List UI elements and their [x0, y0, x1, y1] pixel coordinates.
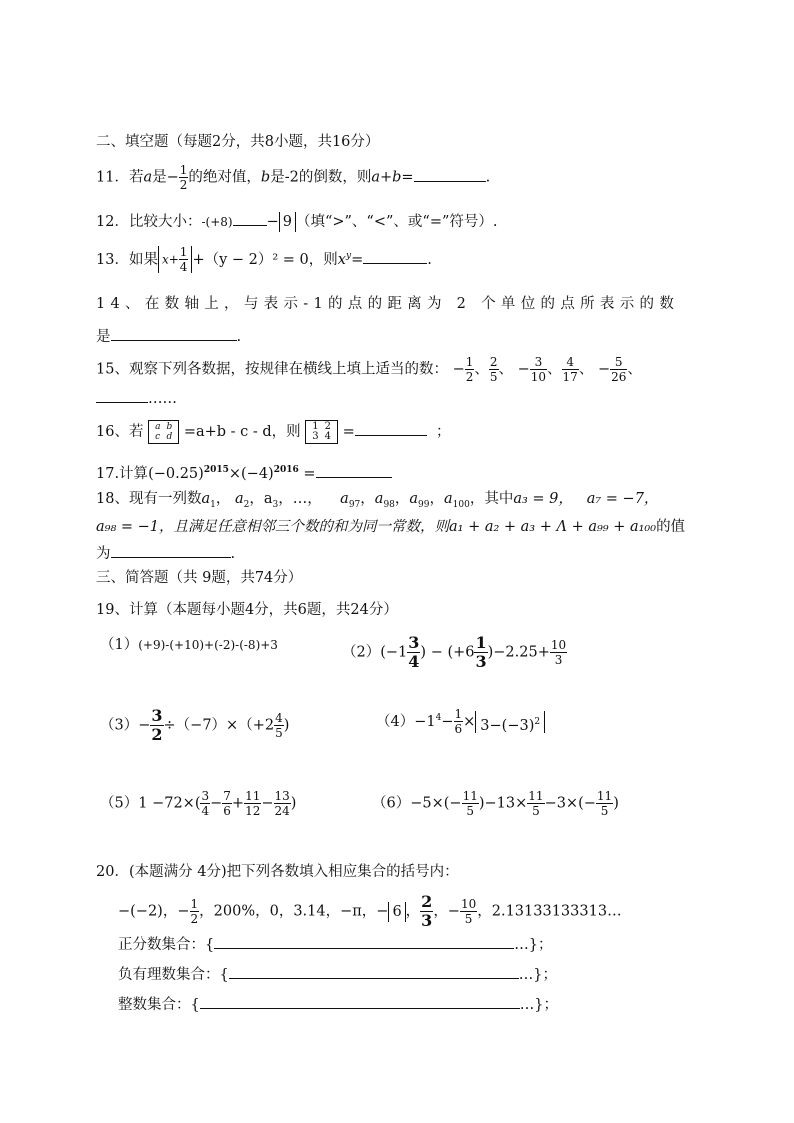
expression: 1 −72×( — [138, 795, 201, 812]
question-12 — [96, 211, 498, 232]
question-17 — [96, 460, 392, 484]
denominator: 5 — [600, 804, 609, 818]
fraction — [244, 790, 261, 817]
q14-text: 是 — [96, 329, 111, 345]
q11-var-b: b — [260, 169, 271, 186]
separator: 、 — [498, 361, 513, 378]
cell: 1 — [312, 421, 319, 432]
question-15 — [96, 356, 642, 383]
operator: − — [261, 795, 274, 812]
exponent: 4 — [435, 713, 442, 723]
q18-text: ，其中 — [469, 491, 514, 507]
q12-text: 12．比较大小： — [96, 214, 202, 230]
q17-base: (−0.25) — [148, 465, 204, 482]
q11-text: 是 — [152, 169, 167, 186]
question-15-line2 — [96, 388, 177, 409]
q11-fraction — [179, 164, 189, 191]
q11-equals: = — [401, 169, 414, 186]
separator: 、 — [474, 361, 489, 378]
denominator: 3 — [554, 653, 563, 667]
denominator: 26 — [611, 370, 627, 384]
numerator: 1 — [179, 245, 188, 260]
q16-matrix-def — [148, 420, 179, 444]
q13-plus: + — [168, 252, 179, 267]
denominator: 6 — [223, 804, 231, 818]
q12-minus: − — [266, 214, 279, 230]
numbers-text: ，2.13133133313… — [477, 903, 622, 920]
fraction — [274, 712, 284, 739]
q13-equals: = — [351, 251, 364, 268]
denominator: 5 — [489, 370, 498, 384]
part-label: （2） — [342, 644, 381, 661]
section2-title: 二、填空题（每题2分，共8小题，共16分） — [96, 134, 380, 150]
q13-absolute-value — [158, 246, 192, 273]
expression: 3−(−3) — [480, 717, 535, 734]
numerator: 1 — [179, 163, 188, 177]
denominator: 10 — [530, 370, 547, 384]
answer-blank[interactable] — [363, 249, 427, 264]
fraction — [454, 708, 464, 735]
q13-text: 13．如果 — [96, 251, 158, 268]
numerator: 2 — [489, 355, 498, 369]
q12-expr: -(+8) — [201, 215, 233, 229]
q17-text: 17.计算 — [96, 465, 149, 482]
numerator: 10 — [550, 638, 567, 652]
fraction — [274, 790, 291, 817]
q15-term-1 — [465, 356, 475, 383]
separator: 、 — [547, 361, 562, 378]
absolute-value: 6 — [388, 902, 405, 922]
set-negative-rationals — [118, 964, 557, 985]
part-label: （5） — [100, 795, 139, 812]
exponent: 2 — [534, 716, 541, 727]
q13-var-x: x — [337, 251, 346, 268]
q17-equals: = — [303, 465, 316, 482]
denominator: 5 — [466, 804, 475, 818]
q11-var-a: a — [143, 169, 153, 186]
set-label: 负有理数集合：{ — [118, 967, 229, 983]
minus-sign: − — [441, 713, 454, 730]
q11-expr: a+b — [371, 169, 402, 186]
answer-blank[interactable] — [316, 463, 392, 478]
minus-sign: − — [138, 717, 151, 734]
expression: (+9)-(+10)+(-2)-(-8)+3 — [138, 638, 278, 652]
fraction — [200, 790, 210, 817]
question-18-line3 — [96, 543, 235, 564]
fraction — [190, 898, 200, 925]
cell: c — [155, 432, 161, 442]
question-14-line1: 14、在数轴上，与表示-1的点的距离为 2 个单位的点所表示的数 — [96, 296, 680, 312]
cell: 2 — [324, 421, 332, 432]
q18-given: a₃ = 9， — [513, 491, 573, 507]
set-close: …}； — [514, 937, 553, 953]
answer-blank[interactable] — [96, 388, 148, 403]
numerator: 1 — [454, 707, 463, 722]
times-sign: × — [463, 713, 476, 730]
numerator: 11 — [245, 789, 261, 803]
expression: (−1 — [380, 644, 408, 661]
q11-text: 的绝对值， — [188, 169, 261, 186]
cell: 3 — [312, 431, 319, 442]
q17-exponent: 2015 — [203, 465, 229, 475]
part-label: （1） — [100, 637, 139, 653]
q18-text: 的值 — [656, 519, 686, 535]
set-integers — [118, 994, 558, 1015]
operator: + — [231, 795, 245, 812]
numbers-text: ，200%，0，3.14，−π，− — [199, 903, 389, 920]
numbers-text: −(−2)，− — [118, 903, 190, 920]
set-close: …}； — [519, 997, 558, 1013]
q12-absolute-value: 9 — [279, 212, 296, 232]
q20-numbers — [118, 894, 622, 929]
q19-part-6 — [372, 790, 619, 817]
q15-term-2 — [489, 356, 499, 383]
expression: )−2.25+ — [487, 644, 550, 661]
section3-title: 三、简答题（共 9题，共74分） — [96, 570, 303, 586]
expression: −1 — [414, 713, 436, 730]
separator: 、 — [627, 361, 642, 378]
cell: b — [166, 422, 173, 432]
expression: ) — [290, 795, 297, 812]
fraction — [420, 894, 433, 929]
question-19-title: 19、计算（本题每小题4分，共6题，共24分） — [96, 602, 398, 618]
answer-blank[interactable] — [355, 421, 427, 436]
question-14-line2 — [96, 326, 241, 347]
numerator: 11 — [528, 789, 544, 803]
q15-term-5 — [610, 356, 627, 383]
q19-part-2 — [342, 635, 567, 670]
set-close: …}； — [518, 967, 557, 983]
denominator: 12 — [245, 804, 261, 818]
answer-blank[interactable] — [200, 994, 520, 1009]
fraction — [550, 639, 567, 666]
numerator: 7 — [223, 789, 231, 803]
q15-term-4 — [562, 356, 579, 383]
q19-part-4 — [376, 708, 545, 735]
q19-part-3 — [100, 708, 289, 743]
denominator: 2 — [190, 912, 199, 926]
fraction — [222, 790, 232, 817]
set-label: 正分数集合：{ — [118, 937, 215, 953]
q18-sum: a₁ + a₂ + a₃ + Λ + a₉₉ + a₁₀₀ — [449, 519, 657, 535]
q11-text: 11．若 — [96, 169, 144, 186]
minus-sign: − — [597, 361, 611, 378]
q13-fraction — [179, 246, 189, 273]
minus-sign: − — [452, 361, 465, 378]
denominator: 5 — [275, 726, 283, 740]
numerator: 1 — [190, 897, 199, 911]
q11-minus: − — [166, 169, 179, 186]
set-positive-fractions — [118, 934, 552, 955]
q16-text: =a+b - c - d，则 — [183, 424, 301, 440]
q15-text: 15、观察下列各数据，按规律在横线上填上适当的数： — [96, 361, 448, 378]
answer-blank[interactable] — [233, 211, 267, 226]
numerator: 13 — [274, 789, 290, 803]
cell: 4 — [324, 431, 332, 442]
q16-text: 16、若 — [96, 424, 144, 440]
numerator: 11 — [462, 789, 478, 803]
q13-var-x: x — [161, 252, 169, 267]
q15-term-3 — [530, 356, 547, 383]
q11-period: . — [485, 169, 491, 186]
denominator: 6 — [454, 722, 463, 737]
q18-text: 为 — [96, 546, 111, 562]
part-label: （6） — [372, 795, 411, 812]
numerator: 3 — [408, 633, 420, 652]
question-16 — [96, 420, 451, 444]
q12-instruction: （填“>”、“<”、或“=”符号）. — [295, 214, 498, 230]
q11-text: 是-2的倒数，则 — [270, 169, 372, 186]
answer-blank[interactable] — [229, 964, 519, 979]
question-11 — [96, 164, 490, 191]
fraction — [150, 708, 163, 743]
q18-given: a₇ = −7， — [586, 491, 659, 507]
denominator: 2 — [179, 178, 188, 192]
numerator: 5 — [610, 356, 627, 370]
numerator: 4 — [562, 356, 579, 370]
answer-blank[interactable] — [414, 167, 486, 182]
answer-blank[interactable] — [111, 543, 231, 558]
expression: −5×(− — [410, 795, 462, 812]
numerator: 4 — [275, 711, 283, 725]
fraction — [460, 898, 477, 925]
denominator: 5 — [532, 804, 540, 818]
denominator: 3 — [421, 911, 433, 930]
numerator: 1 — [475, 633, 487, 652]
separator: ， — [405, 903, 421, 920]
q17-base: ×(−4) — [228, 465, 274, 482]
answer-blank[interactable] — [111, 326, 237, 341]
cell: d — [166, 432, 173, 442]
q14-period: . — [236, 329, 242, 345]
denominator: 4 — [179, 260, 188, 275]
q17-exponent: 2016 — [273, 465, 299, 475]
question-18-line1: 18、现有一列数$a_1$， $a_2$，$a_3$，…， $a_{97}$，$a_{98}$，$a_{99}$，$a_{100}$，其中a₃ = 9， a₇ = −7， — [96, 491, 659, 510]
question-20-title: 20．(本题满分 4分)把下列各数填入相应集合的括号内： — [96, 864, 459, 880]
q18-text: 18、现有一列数 — [96, 491, 202, 507]
q18-seq: ，a — [249, 491, 273, 507]
q18-period: . — [230, 546, 236, 562]
q18-text: a₉₈ = −1，且满足任意相邻三个数的和为同一常数，则 — [96, 519, 450, 535]
part-label: （4） — [376, 713, 415, 730]
minus-sign: − — [517, 361, 530, 378]
fraction — [527, 790, 544, 817]
denominator: 4 — [201, 804, 210, 818]
numbers-text: ，− — [433, 903, 460, 920]
expression: ÷（−7）×（+2 — [163, 717, 275, 734]
expression: ) — [613, 795, 619, 812]
q18-comma: ， — [215, 491, 231, 507]
denominator: 5 — [464, 912, 473, 926]
q19-part-5 — [100, 790, 296, 817]
denominator: 4 — [408, 652, 420, 671]
part-label: （3） — [100, 717, 139, 734]
denominator: 17 — [562, 370, 578, 384]
numerator: 10 — [460, 897, 477, 911]
expression: −3×(− — [544, 795, 596, 812]
set-label: 整数集合：{ — [118, 997, 200, 1013]
numerator: 3 — [151, 706, 163, 725]
square-bracket — [475, 711, 545, 733]
fraction — [407, 635, 420, 670]
numerator: 1 — [465, 355, 474, 369]
fraction — [462, 790, 479, 817]
expression: ) — [283, 717, 290, 734]
numerator: 11 — [596, 789, 613, 803]
q13-period: . — [427, 251, 432, 268]
ellipsis: …… — [148, 391, 177, 407]
expression: ) − (+6 — [420, 644, 475, 661]
q16-semicolon: ； — [436, 424, 451, 440]
q16-equals: = — [342, 424, 355, 440]
q18-seq: ，…， — [278, 491, 322, 507]
denominator: 3 — [475, 652, 487, 671]
denominator: 24 — [274, 804, 290, 818]
expression: )−13× — [478, 795, 528, 812]
q13-exponent-y: y — [345, 251, 352, 261]
q16-matrix-num — [305, 420, 338, 444]
numerator: 2 — [421, 892, 433, 911]
question-13 — [96, 246, 432, 273]
separator: 、 — [578, 361, 594, 378]
fraction — [596, 790, 613, 817]
cell: a — [155, 422, 161, 432]
q13-text: +（y − 2）² = 0，则 — [192, 251, 338, 268]
fraction — [474, 635, 487, 670]
answer-blank[interactable] — [214, 934, 514, 949]
operator: − — [210, 795, 223, 812]
denominator: 2 — [151, 725, 163, 744]
numerator: 3 — [530, 356, 547, 370]
numerator: 3 — [201, 789, 210, 803]
denominator: 2 — [465, 370, 474, 384]
q19-part-1 — [100, 635, 278, 655]
question-18-line2 — [96, 517, 685, 537]
